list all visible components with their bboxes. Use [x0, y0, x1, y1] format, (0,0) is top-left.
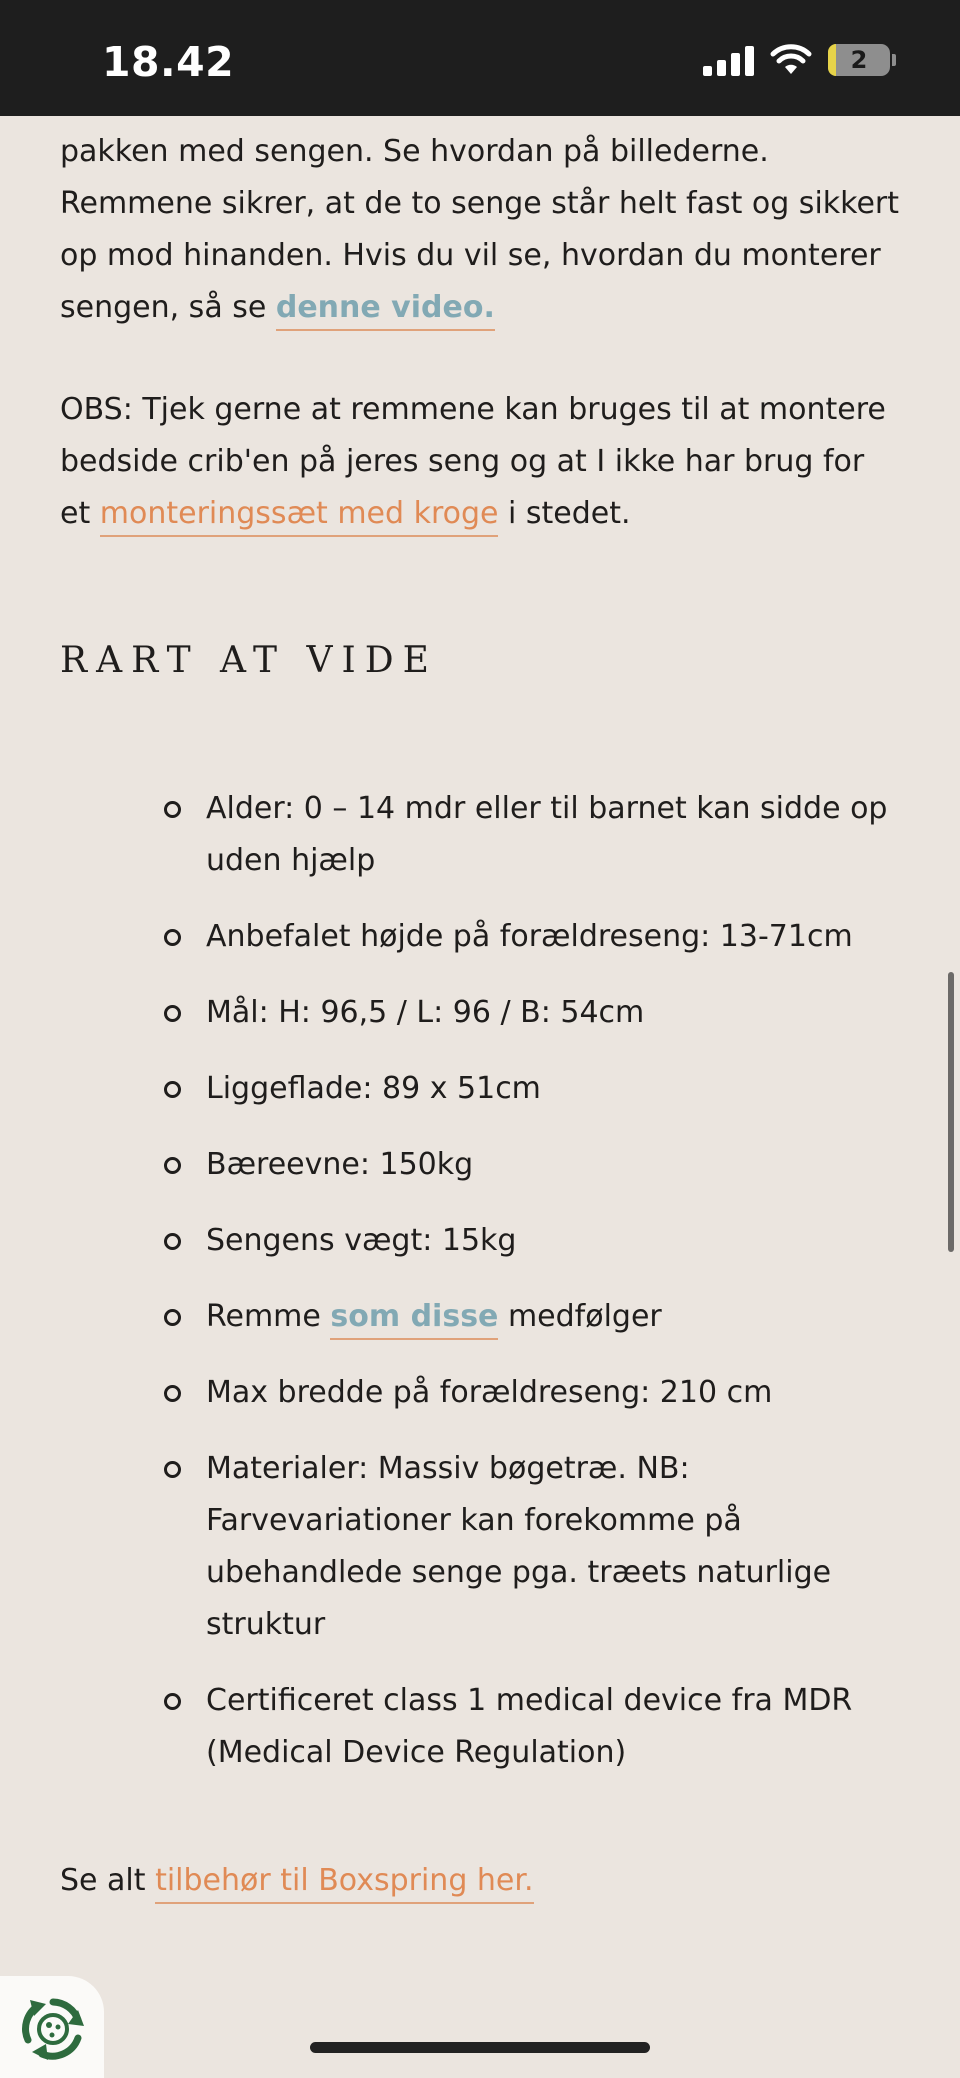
battery-nub — [892, 54, 896, 66]
fact-recommended-height: Anbefalet højde på forældreseng: 13-71cm — [206, 911, 900, 963]
obs-after-text: i stedet. — [498, 496, 631, 531]
fact-certification: Certificeret class 1 medical device fra MDR (Medical Device Regulation) — [206, 1675, 900, 1779]
fact-materials: Materialer: Massiv bøgetræ. NB: Farvevariationer kan forekomme på ubehandlede senge pga. træets naturlige struktur — [206, 1443, 900, 1651]
fact-max-width: Max bredde på forældreseng: 210 cm — [206, 1367, 900, 1419]
video-link[interactable]: denne video. — [276, 290, 495, 331]
fact-straps-after: medfølger — [498, 1299, 662, 1334]
recycle-badge[interactable] — [0, 1976, 104, 2078]
fact-weight: Sengens vægt: 15kg — [206, 1215, 900, 1267]
fact-capacity: Bæreevne: 150kg — [206, 1139, 900, 1191]
scrollbar[interactable] — [948, 972, 954, 1252]
battery-icon — [828, 44, 890, 76]
fact-straps — [206, 1291, 900, 1343]
status-icons — [703, 44, 896, 76]
mounting-kit-link[interactable]: monteringssæt med kroge — [100, 496, 499, 537]
status-bar — [0, 0, 960, 116]
status-time: 18.42 — [102, 38, 235, 86]
fact-straps-before: Remme — [206, 1299, 331, 1334]
facts-list — [60, 783, 900, 1779]
obs-text: OBS: Tjek gerne at remmene kan bruges til at montere bedside crib'en på jeres seng og at I ikke har brug for et — [60, 392, 886, 531]
fact-dimensions: Mål: H: 96,5 / L: 96 / B: 54cm — [206, 987, 900, 1039]
accessories-paragraph — [60, 1855, 900, 1907]
accessories-text: Se alt — [60, 1863, 156, 1898]
recycle-icon — [18, 1994, 88, 2064]
fact-age: Alder: 0 – 14 mdr eller til barnet kan sidde op uden hjælp — [206, 783, 900, 887]
accessories-link[interactable]: tilbehør til Boxspring her. — [155, 1863, 533, 1904]
article-content — [60, 116, 900, 1907]
home-indicator[interactable] — [310, 2042, 650, 2053]
wifi-icon — [770, 44, 812, 76]
section-title: RART AT VIDE — [60, 640, 438, 681]
obs-paragraph — [60, 384, 900, 540]
fact-lying-surface: Liggeflade: 89 x 51cm — [206, 1063, 900, 1115]
mounting-paragraph — [60, 126, 900, 334]
mounting-text: pakken med sengen. Se hvordan på billederne. Remmene sikrer, at de to senge står helt fast og sikkert op mod hinanden. Hvis du vil se, hvordan du monterer sengen, så se — [60, 134, 900, 325]
cellular-signal-icon — [703, 44, 754, 76]
battery-level: 2 — [850, 46, 868, 74]
straps-link[interactable]: som disse — [330, 1299, 498, 1340]
